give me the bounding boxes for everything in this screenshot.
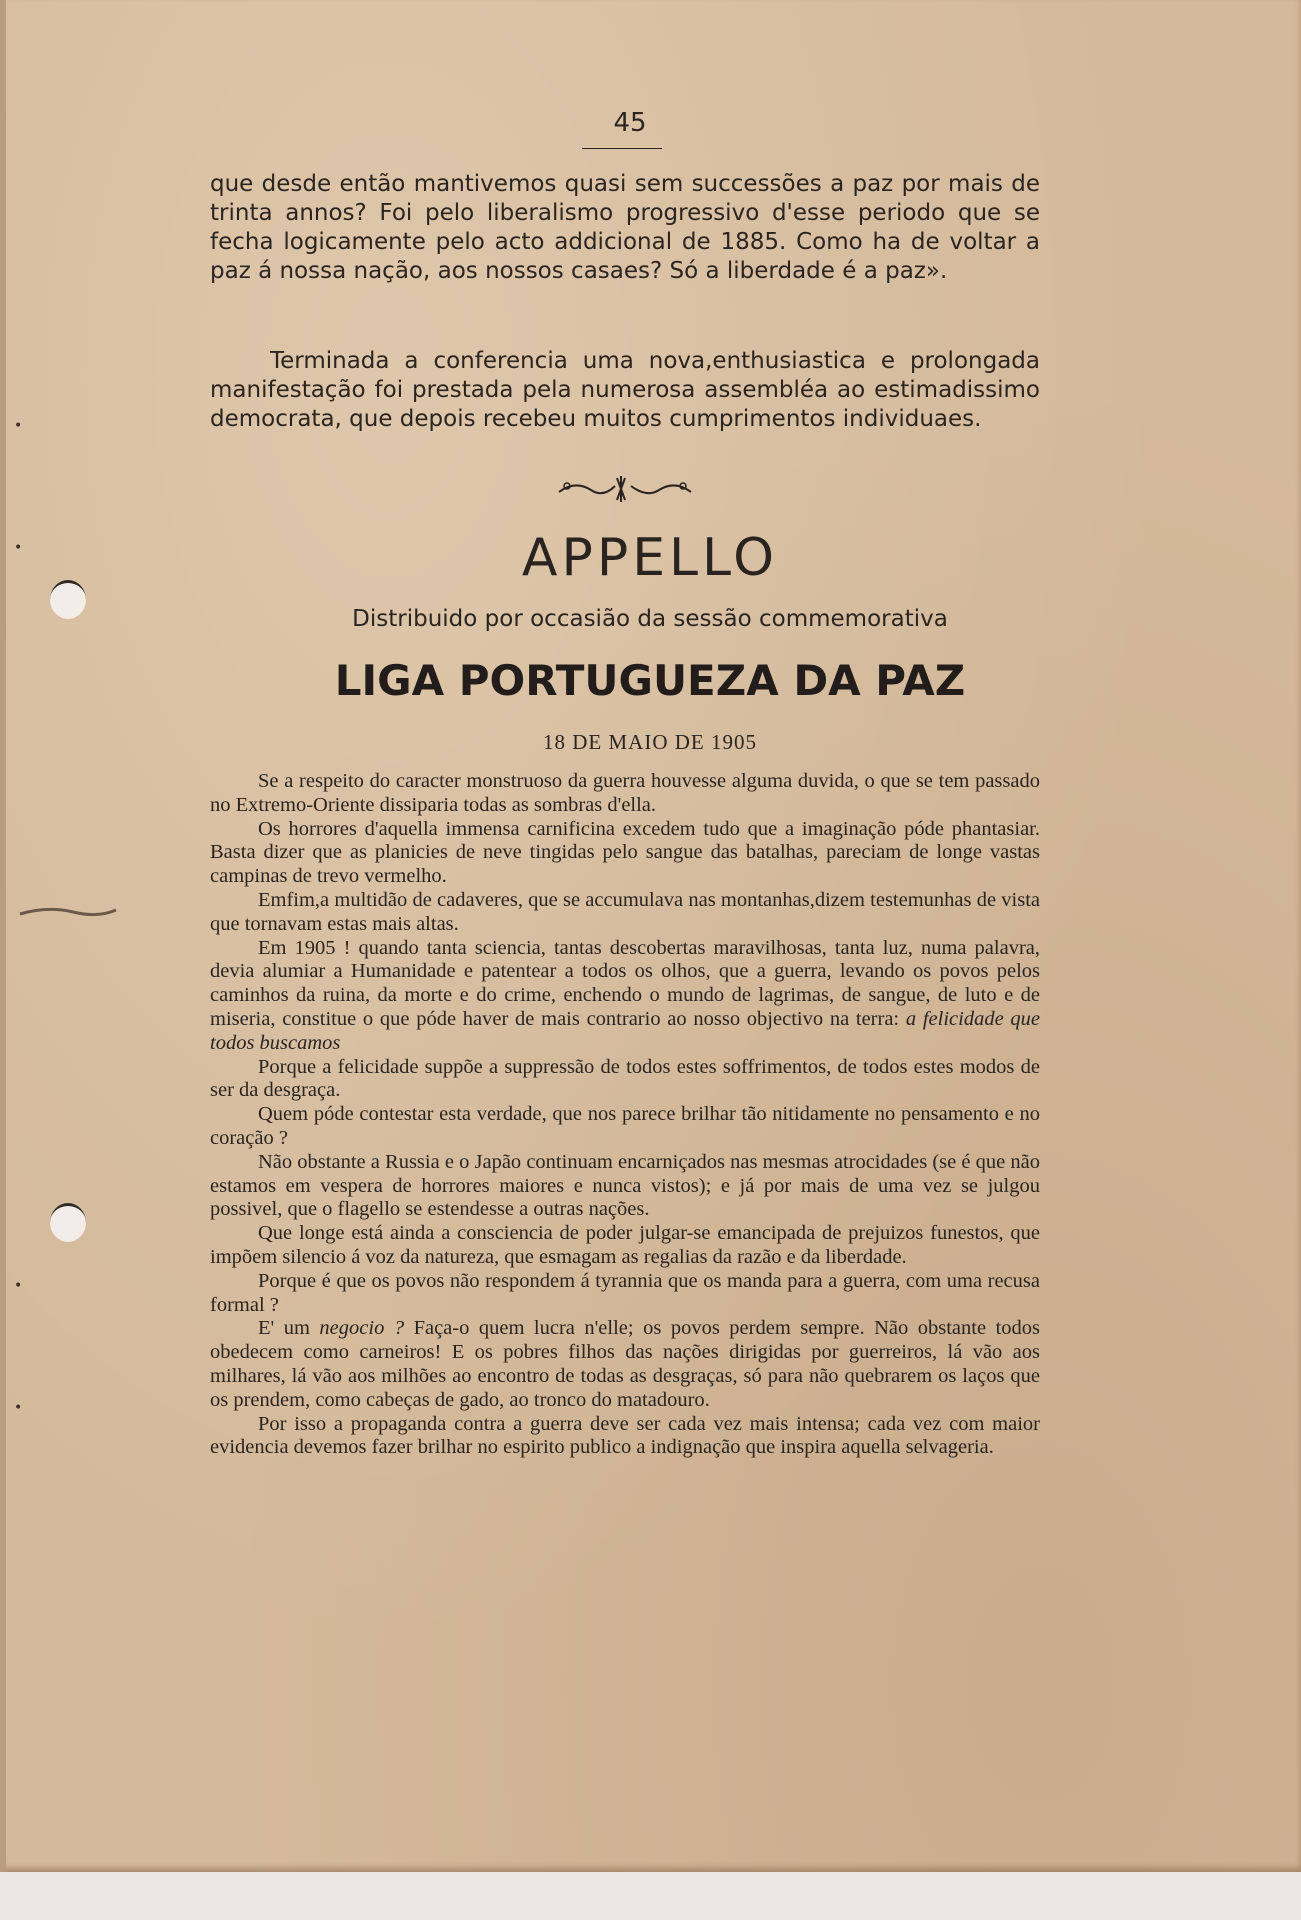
- stain-mark: •: [14, 1400, 23, 1416]
- page-number: 45: [613, 108, 647, 138]
- appeal-paragraph: Os horrores d'aquella immensa carnificina excedem tudo que a imaginação póde phantasiar. Basta dizer que as planicies de neve tingidas pelo sangue das batalhas, pareciam de longe vastas campinas de trevo vermelho.: [210, 817, 1040, 888]
- appeal-paragraph: Por isso a propaganda contra a guerra deve ser cada vez mais intensa; cada vez com maior evidencia devemos fazer brilhar no espirito publico a indignação que inspira aquella selvageria.: [210, 1412, 1040, 1459]
- punch-hole-upper: [50, 580, 86, 619]
- appeal-paragraph: Porque a felicidade suppõe a suppressão de todos estes soffrimentos, de todos estes modos de ser da desgraça.: [210, 1055, 1040, 1102]
- appeal-text: E' um: [258, 1317, 310, 1340]
- appeal-paragraph: Porque é que os povos não respondem á tyrannia que os manda para a guerra, com uma recusa formal ?: [210, 1269, 1040, 1316]
- ending-paragraph: Terminada a conferencia uma nova,enthusiastica e prolongada manifestação foi prestada pela numerosa assembléa ao estimadissimo democrata, que depois recebeu muitos cumprimentos individuaes.: [210, 348, 1040, 432]
- ornament-divider: [555, 472, 695, 506]
- stain-mark: •: [14, 418, 23, 434]
- torn-edge-mark: [18, 900, 118, 922]
- page-left-edge: [0, 0, 6, 1872]
- appeal-paragraph: Se a respeito do caracter monstruoso da guerra houvesse alguma duvida, o que se tem passado no Extremo-Oriente dissiparia todas as sombras d'ella.: [210, 770, 1040, 816]
- continuation-paragraph: que desde então mantivemos quasi sem successões a paz por mais de trinta annos? Foi pelo liberalismo progressivo d'esse periodo que se fecha logicamente pelo acto addicional de 1885. Como ha de voltar a paz á nossa nação, aos nossos casaes? Só a liberdade é a paz».: [210, 171, 1040, 284]
- appeal-paragraph: Que longe está ainda a consciencia de poder julgar-se emancipada de prejuizos funestos, que impõem silencio á voz da natureza, que esmagam as regalias da razão e da liberdade.: [210, 1222, 1040, 1268]
- stain-mark: •: [14, 540, 23, 556]
- stain-mark: •: [14, 1278, 23, 1294]
- appeal-italic-text: negocio ?: [319, 1317, 405, 1340]
- previous-article-continuation: [210, 170, 1040, 286]
- punch-hole-lower: [50, 1203, 86, 1242]
- league-heading: LIGA PORTUGUEZA DA PAZ: [334, 656, 966, 705]
- appeal-title: APPELLO: [521, 528, 779, 588]
- appeal-date: 18 DE MAIO DE 1905: [543, 730, 757, 754]
- appeal-subtitle: Distribuido por occasião da sessão commemorativa: [352, 606, 948, 632]
- appeal-paragraph: Emfim,a multidão de cadaveres, que se accumulava nas montanhas,dizem testemunhas de vista que tornavam estas mais altas.: [210, 888, 1040, 935]
- appeal-paragraph: Quem póde contestar esta verdade, que nos parece brilhar tão nitidamente no pensamento e no coração ?: [210, 1103, 1040, 1149]
- appeal-paragraph-negocio: [210, 1317, 1040, 1412]
- appeal-paragraph: Não obstante a Russia e o Japão continuam encarniçados nas mesmas atrocidades (se é que não estamos em vespera de horrores maiores e nunca vistos); e já por mais de uma vez se julgou possivel, que o flagello se estendesse a outras nações.: [210, 1150, 1040, 1221]
- page-number-rule: [582, 148, 662, 149]
- previous-article-ending: [210, 347, 1040, 434]
- appeal-italic-text: a felicidade que todos buscamos: [210, 1007, 1041, 1054]
- appeal-text: Em 1905 ! quando tanta sciencia, tantas descobertas maravilhosas, tanta luz, numa palavra, devia alumiar a Humanidade e patentear a todos os olhos, que a guerra, levando os povos pelos caminhos da ruina, da morte e do crime, enchendo o mundo de lagrimas, de sangue, de luto e de miseria, constitue o que póde haver de mais contrario ao nosso objectivo na terra:: [210, 936, 1040, 1030]
- appeal-paragraph-1905: [210, 937, 1040, 1056]
- appeal-body: [210, 770, 1040, 1460]
- appeal-text: Faça-o quem lucra n'elle; os povos perdem sempre. Não obstante todos obedecem como carneiros! E os pobres filhos das nações dirigidas por guerreiros, lá vão aos milhares, lá vão aos milhões ao encontro de todas as desgraças, só para não quebrarem os laços que os prendem, como cabeças de gado, ao tronco do matadouro.: [210, 1317, 1040, 1411]
